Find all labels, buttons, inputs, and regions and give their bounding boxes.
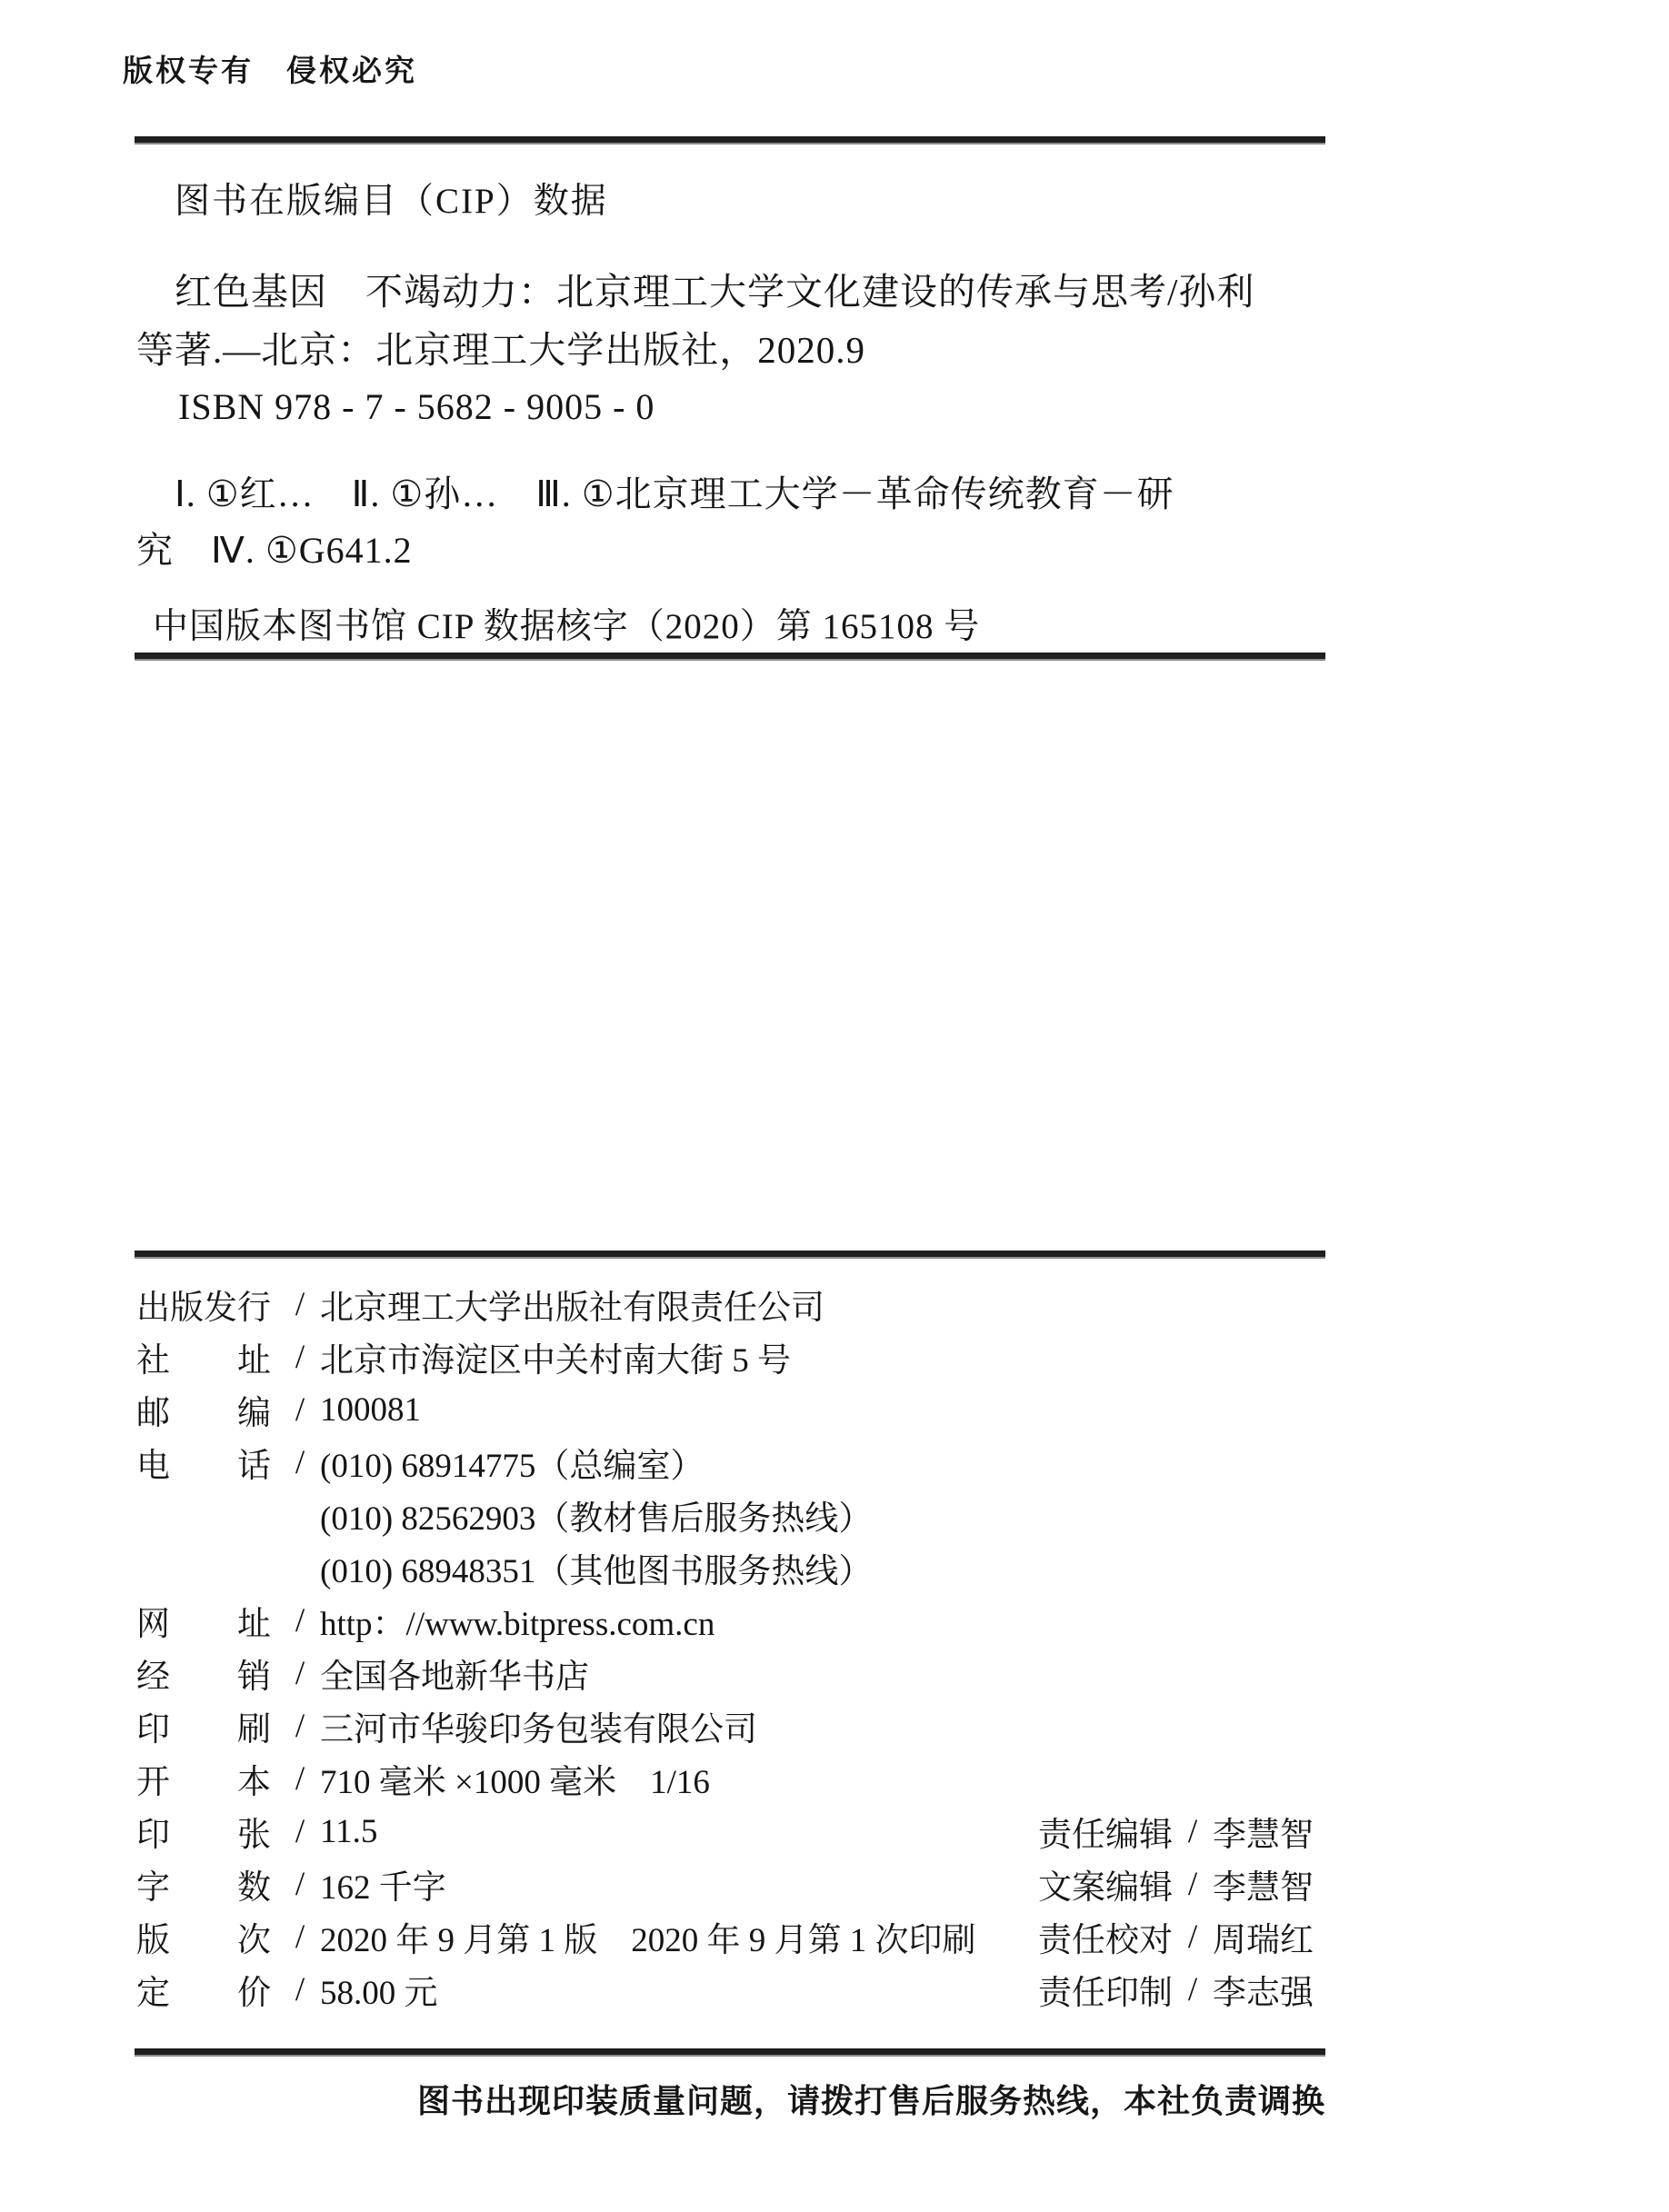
slash-separator: /	[295, 1970, 305, 2008]
cip-entry-line1: 红色基因 不竭动力：北京理工大学文化建设的传承与思考/孙利	[175, 271, 1255, 313]
slash-separator: /	[295, 1707, 305, 1745]
pub-row-value: 11.5	[320, 1812, 378, 1850]
pub-row-label: 版 次	[136, 1922, 271, 1959]
pub-row-address	[136, 1330, 1327, 1383]
pub-row-value: 162 千字	[320, 1869, 446, 1907]
pub-row-value: 58.00 元	[320, 1975, 438, 2012]
pub-row-label: 定 价	[136, 1975, 271, 2012]
staff-name: 李慧智	[1213, 1869, 1314, 1907]
pub-row-value: (010) 82562903（教材售后服务热线）	[320, 1500, 873, 1538]
pub-row-value: 710 毫米 ×1000 毫米 1/16	[320, 1764, 710, 1801]
staff-name: 李志强	[1213, 1975, 1314, 2012]
staff-role: 责任编辑	[1038, 1817, 1173, 1854]
isbn-number: ISBN 978 - 7 - 5682 - 9005 - 0	[178, 386, 655, 427]
slash-separator: /	[295, 1759, 305, 1798]
slash-separator: /	[1187, 1970, 1198, 2008]
slash-separator: /	[295, 1443, 305, 1481]
staff-role: 责任印制	[1038, 1975, 1173, 2012]
pub-row-value: (010) 68948351（其他图书服务热线）	[320, 1553, 873, 1590]
cip-record-number: 中国版本图书馆 CIP 数据核字（2020）第 165108 号	[153, 607, 981, 646]
pub-row-label: 字 数	[136, 1869, 271, 1907]
divider-footer	[135, 2048, 1325, 2057]
slash-separator: /	[295, 1285, 305, 1323]
pub-row-label: 网 址	[136, 1606, 271, 1643]
slash-separator: /	[1187, 1812, 1198, 1850]
cip-entry-line2: 等著.—北京：北京理工大学出版社，2020.9	[136, 329, 865, 371]
staff-role: 文案编辑	[1038, 1869, 1173, 1907]
pub-row-value: http：//www.bitpress.com.cn	[320, 1606, 715, 1643]
cip-heading: 图书在版编目（CIP）数据	[175, 182, 608, 221]
pub-row-label: 出版发行	[136, 1290, 271, 1327]
copyright-notice: 版权专有 侵权必究	[123, 55, 417, 88]
pub-row-value: (010) 68914775（总编室）	[320, 1448, 705, 1485]
slash-separator: /	[295, 1654, 305, 1692]
quality-notice: 图书出现印装质量问题，请拨打售后服务热线，本社负责调换	[416, 2083, 1325, 2119]
pub-row-printer	[136, 1699, 1327, 1752]
slash-separator: /	[295, 1865, 305, 1903]
staff-role: 责任校对	[1038, 1922, 1173, 1959]
pub-row-publisher	[136, 1278, 1327, 1330]
pub-row-website	[136, 1594, 1327, 1647]
staff-row-editor	[1038, 1805, 1314, 1858]
divider-middle	[135, 653, 1325, 661]
pub-row-value: 全国各地新华书店	[320, 1659, 589, 1696]
staff-credits-block	[1038, 1805, 1314, 2016]
pub-row-value: 三河市华骏印务包装有限公司	[320, 1711, 757, 1749]
pub-row-label: 邮 编	[136, 1395, 271, 1432]
pub-row-label: 印 刷	[136, 1711, 271, 1749]
pub-row-postcode	[136, 1383, 1327, 1436]
pub-row-phone-1	[136, 1436, 1327, 1489]
slash-separator: /	[295, 1918, 305, 1956]
pub-row-value: 北京理工大学出版社有限责任公司	[320, 1290, 825, 1327]
slash-separator: /	[1187, 1865, 1198, 1903]
pub-row-label: 开 本	[136, 1764, 271, 1801]
pub-row-format	[136, 1752, 1327, 1805]
slash-separator: /	[295, 1390, 305, 1429]
staff-row-proofreader	[1038, 1910, 1314, 1963]
staff-row-copy-editor	[1038, 1858, 1314, 1910]
staff-name: 周瑞红	[1213, 1922, 1314, 1959]
slash-separator: /	[295, 1338, 305, 1376]
slash-separator: /	[1187, 1918, 1198, 1956]
cip-classification-line2: 究 Ⅳ. ①G641.2	[136, 530, 413, 571]
pub-row-phone-2	[136, 1489, 1327, 1541]
pub-row-phone-3	[136, 1541, 1327, 1594]
staff-row-print-supervisor	[1038, 1963, 1314, 2016]
pub-row-label: 电 话	[136, 1448, 271, 1485]
slash-separator: /	[295, 1812, 305, 1850]
pub-row-label: 社 址	[136, 1342, 271, 1380]
pub-row-value: 100081	[320, 1390, 421, 1429]
slash-separator: /	[295, 1601, 305, 1639]
pub-row-distribution	[136, 1647, 1327, 1699]
pub-row-value: 北京市海淀区中关村南大街 5 号	[320, 1342, 791, 1380]
staff-name: 李慧智	[1213, 1817, 1314, 1854]
divider-top	[135, 136, 1325, 144]
cip-classification-line1: Ⅰ. ①红… Ⅱ. ①孙… Ⅲ. ①北京理工大学－革命传统教育－研	[175, 473, 1174, 514]
pub-row-label: 印 张	[136, 1817, 271, 1854]
pub-row-value: 2020 年 9 月第 1 版 2020 年 9 月第 1 次印刷	[320, 1922, 976, 1959]
divider-publication	[135, 1250, 1325, 1259]
pub-row-label: 经 销	[136, 1659, 271, 1696]
